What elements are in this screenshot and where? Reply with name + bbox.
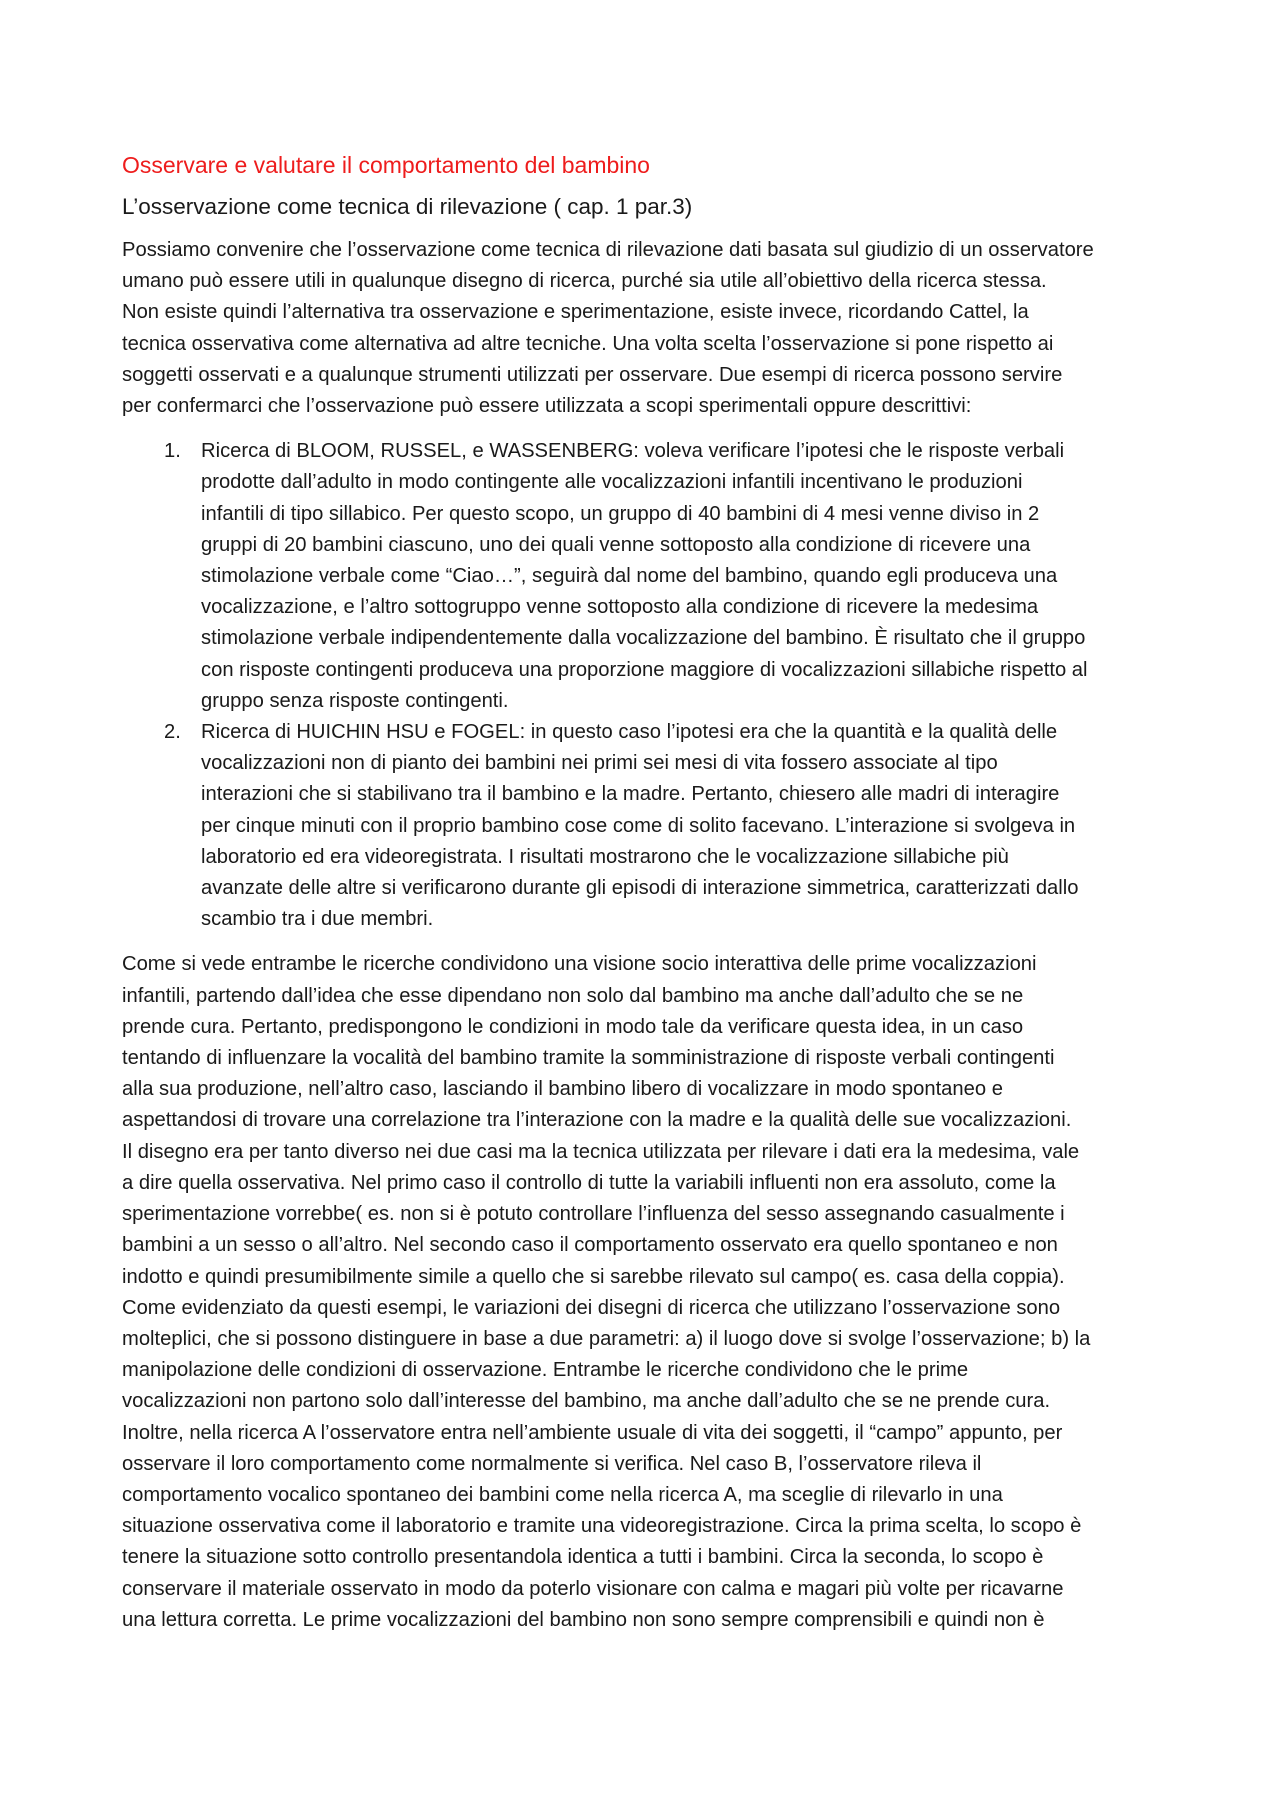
list-item-bloom [122, 436, 1162, 717]
text-line: aspettandosi di trovare una correlazione tra l’interazione con la madre e la qualità delle sue vocalizzazioni. [122, 1109, 1072, 1132]
text-line: infantili di tipo sillabico. Per questo scopo, un gruppo di 40 bambini di 4 mesi venne diviso in 2 [201, 502, 1040, 525]
text-line: soggetti osservati e a qualunque strumenti utilizzati per osservare. Due esempi di ricerca possono servire [122, 363, 1063, 386]
text-line: stimolazione verbale come “Ciao…”, seguirà dal nome del bambino, quando egli produceva una [201, 565, 1058, 588]
text-line: per cinque minuti con il proprio bambino cose come di solito facevano. L’interazione si svolgeva in [201, 814, 1076, 837]
text-line: Inoltre, nella ricerca A l’osservatore entra nell’ambiente usuale di vita dei soggetti, il “campo” appunto, per [122, 1421, 1063, 1444]
text-line: Possiamo convenire che l’osservazione come tecnica di rilevazione dati basata sul giudizio di un osservatore [122, 239, 1094, 261]
text-line: vocalizzazioni non partono solo dall’interesse del bambino, ma anche dall’adulto che se ne prende cura. [122, 1390, 1051, 1413]
text-line: per confermarci che l’osservazione può essere utilizzata a scopi sperimentali oppure descrittivi: [122, 395, 972, 418]
text-line: osservare il loro comportamento come normalmente si verifica. Nel caso B, l’osservatore rileva il [122, 1452, 982, 1475]
text-line: tentando di influenzare la vocalità del bambino tramite la somministrazione di risposte verbali contingenti [122, 1047, 1055, 1070]
text-line: gruppo senza risposte contingenti. [201, 689, 509, 712]
list-item-hsu-fogel [122, 717, 1162, 935]
text-line: scambio tra i due membri. [201, 908, 434, 931]
text-line: Non esiste quindi l’alternativa tra osservazione e sperimentazione, esiste invece, ricordando Cattel, la [122, 301, 1029, 324]
text-line: conservare il materiale osservato in modo da poterlo visionare con calma e magari più volte per ricavarne [122, 1577, 1064, 1600]
text-line: sperimentazione vorrebbe( es. non si è potuto controllare l’influenza del sesso assegnando casualmente i [122, 1203, 1065, 1226]
document-title: Osservare e valutare il comportamento del bambino [122, 152, 650, 178]
text-line: con risposte contingenti produceva una proporzione maggiore di vocalizzazioni sillabiche rispetto al [201, 658, 1088, 681]
text-line: prende cura. Pertanto, predispongono le condizioni in modo tale da verificare questa idea, in un caso [122, 1015, 1024, 1038]
text-line: Come si vede entrambe le ricerche condividono una visione socio interattiva delle prime vocalizzazioni [122, 953, 1037, 976]
text-line: tecnica osservativa come alternativa ad altre tecniche. Una volta scelta l’osservazione si pone rispetto ai [122, 332, 1054, 355]
text-line: indotto e quindi presumibilmente simile a quello che si sarebbe rilevato sul campo( es. casa della coppia). [122, 1265, 1065, 1288]
list-number: 2. [164, 721, 181, 744]
text-line: molteplici, che si possono distinguere in base a due parametri: a) il luogo dove si svolge l’osservazione; b) la [122, 1327, 1091, 1350]
text-line: Ricerca di BLOOM, RUSSEL, e WASSENBERG: voleva verificare l’ipotesi che le risposte verbali [201, 440, 1065, 463]
text-line: infantili, partendo dall’idea che esse dipendano non solo dal bambino ma anche dall’adulto che se ne [122, 984, 1024, 1007]
text-line: a dire quella osservativa. Nel primo caso il controllo di tutte la variabili influenti non era assoluto, come la [122, 1171, 1056, 1194]
text-line: alla sua produzione, nell’altro caso, lasciando il bambino libero di vocalizzare in modo spontaneo e [122, 1078, 1003, 1101]
text-line: Come evidenziato da questi esempi, le variazioni dei disegni di ricerca che utilizzano l’osservazione sono [122, 1296, 1061, 1319]
text-line: Il disegno era per tanto diverso nei due casi ma la tecnica utilizzata per rilevare i dati era la medesima, vale [122, 1140, 1080, 1163]
text-line: stimolazione verbale indipendentemente dalla vocalizzazione del bambino. È risultato che il gruppo [201, 627, 1086, 650]
text-line: situazione osservativa come il laboratorio e tramite una videoregistrazione. Circa la prima scelta, lo scopo è [122, 1515, 1082, 1538]
text-line: bambini a un sesso o all’altro. Nel secondo caso il comportamento osservato era quello spontaneo e non [122, 1234, 1058, 1257]
text-line: umano può essere utili in qualunque disegno di ricerca, purché sia utile all’obiettivo della ricerca stessa. [122, 270, 1047, 293]
text-line: avanzate delle altre si verificarono durante gli episodi di interazione simmetrica, caratterizzati dallo [201, 877, 1079, 900]
text-line: manipolazione delle condizioni di osservazione. Entrambe le ricerche condividono che le prime [122, 1359, 969, 1382]
list-number: 1. [164, 440, 181, 463]
section-heading: L’osservazione come tecnica di rilevazione ( cap. 1 par.3) [122, 194, 693, 219]
text-line: tenere la situazione sotto controllo presentandola identica a tutti i bambini. Circa la seconda, lo scopo è [122, 1546, 1044, 1569]
body-paragraph [122, 949, 1162, 1635]
text-line: comportamento vocalico spontaneo dei bambini come nella ricerca A, ma sceglie di rilevarlo in una [122, 1483, 1003, 1506]
research-examples-list [122, 436, 1162, 935]
text-line: prodotte dall’adulto in modo contingente alle vocalizzazioni infantili incentivano le produzioni [201, 471, 1023, 494]
intro-paragraph [122, 235, 1162, 422]
text-line: gruppi di 20 bambini ciascuno, uno dei quali venne sottoposto alla condizione di ricevere una [201, 533, 1031, 556]
text-line: interazioni che si stabilivano tra il bambino e la madre. Pertanto, chiesero alle madri di interagire [201, 783, 1060, 806]
text-line: una lettura corretta. Le prime vocalizzazioni del bambino non sono sempre comprensibili e quindi non è [122, 1608, 1045, 1631]
text-line: Ricerca di HUICHIN HSU e FOGEL: in questo caso l’ipotesi era che la quantità e la qualità delle [201, 721, 1058, 744]
text-line: vocalizzazione, e l’altro sottogruppo venne sottoposto alla condizione di ricevere la medesima [201, 596, 1039, 619]
text-line: vocalizzazioni non di pianto dei bambini nei primi sei mesi di vita fossero associate al tipo [201, 752, 998, 775]
text-line: laboratorio ed era videoregistrata. I risultati mostrarono che le vocalizzazione sillabiche più [201, 845, 1009, 868]
